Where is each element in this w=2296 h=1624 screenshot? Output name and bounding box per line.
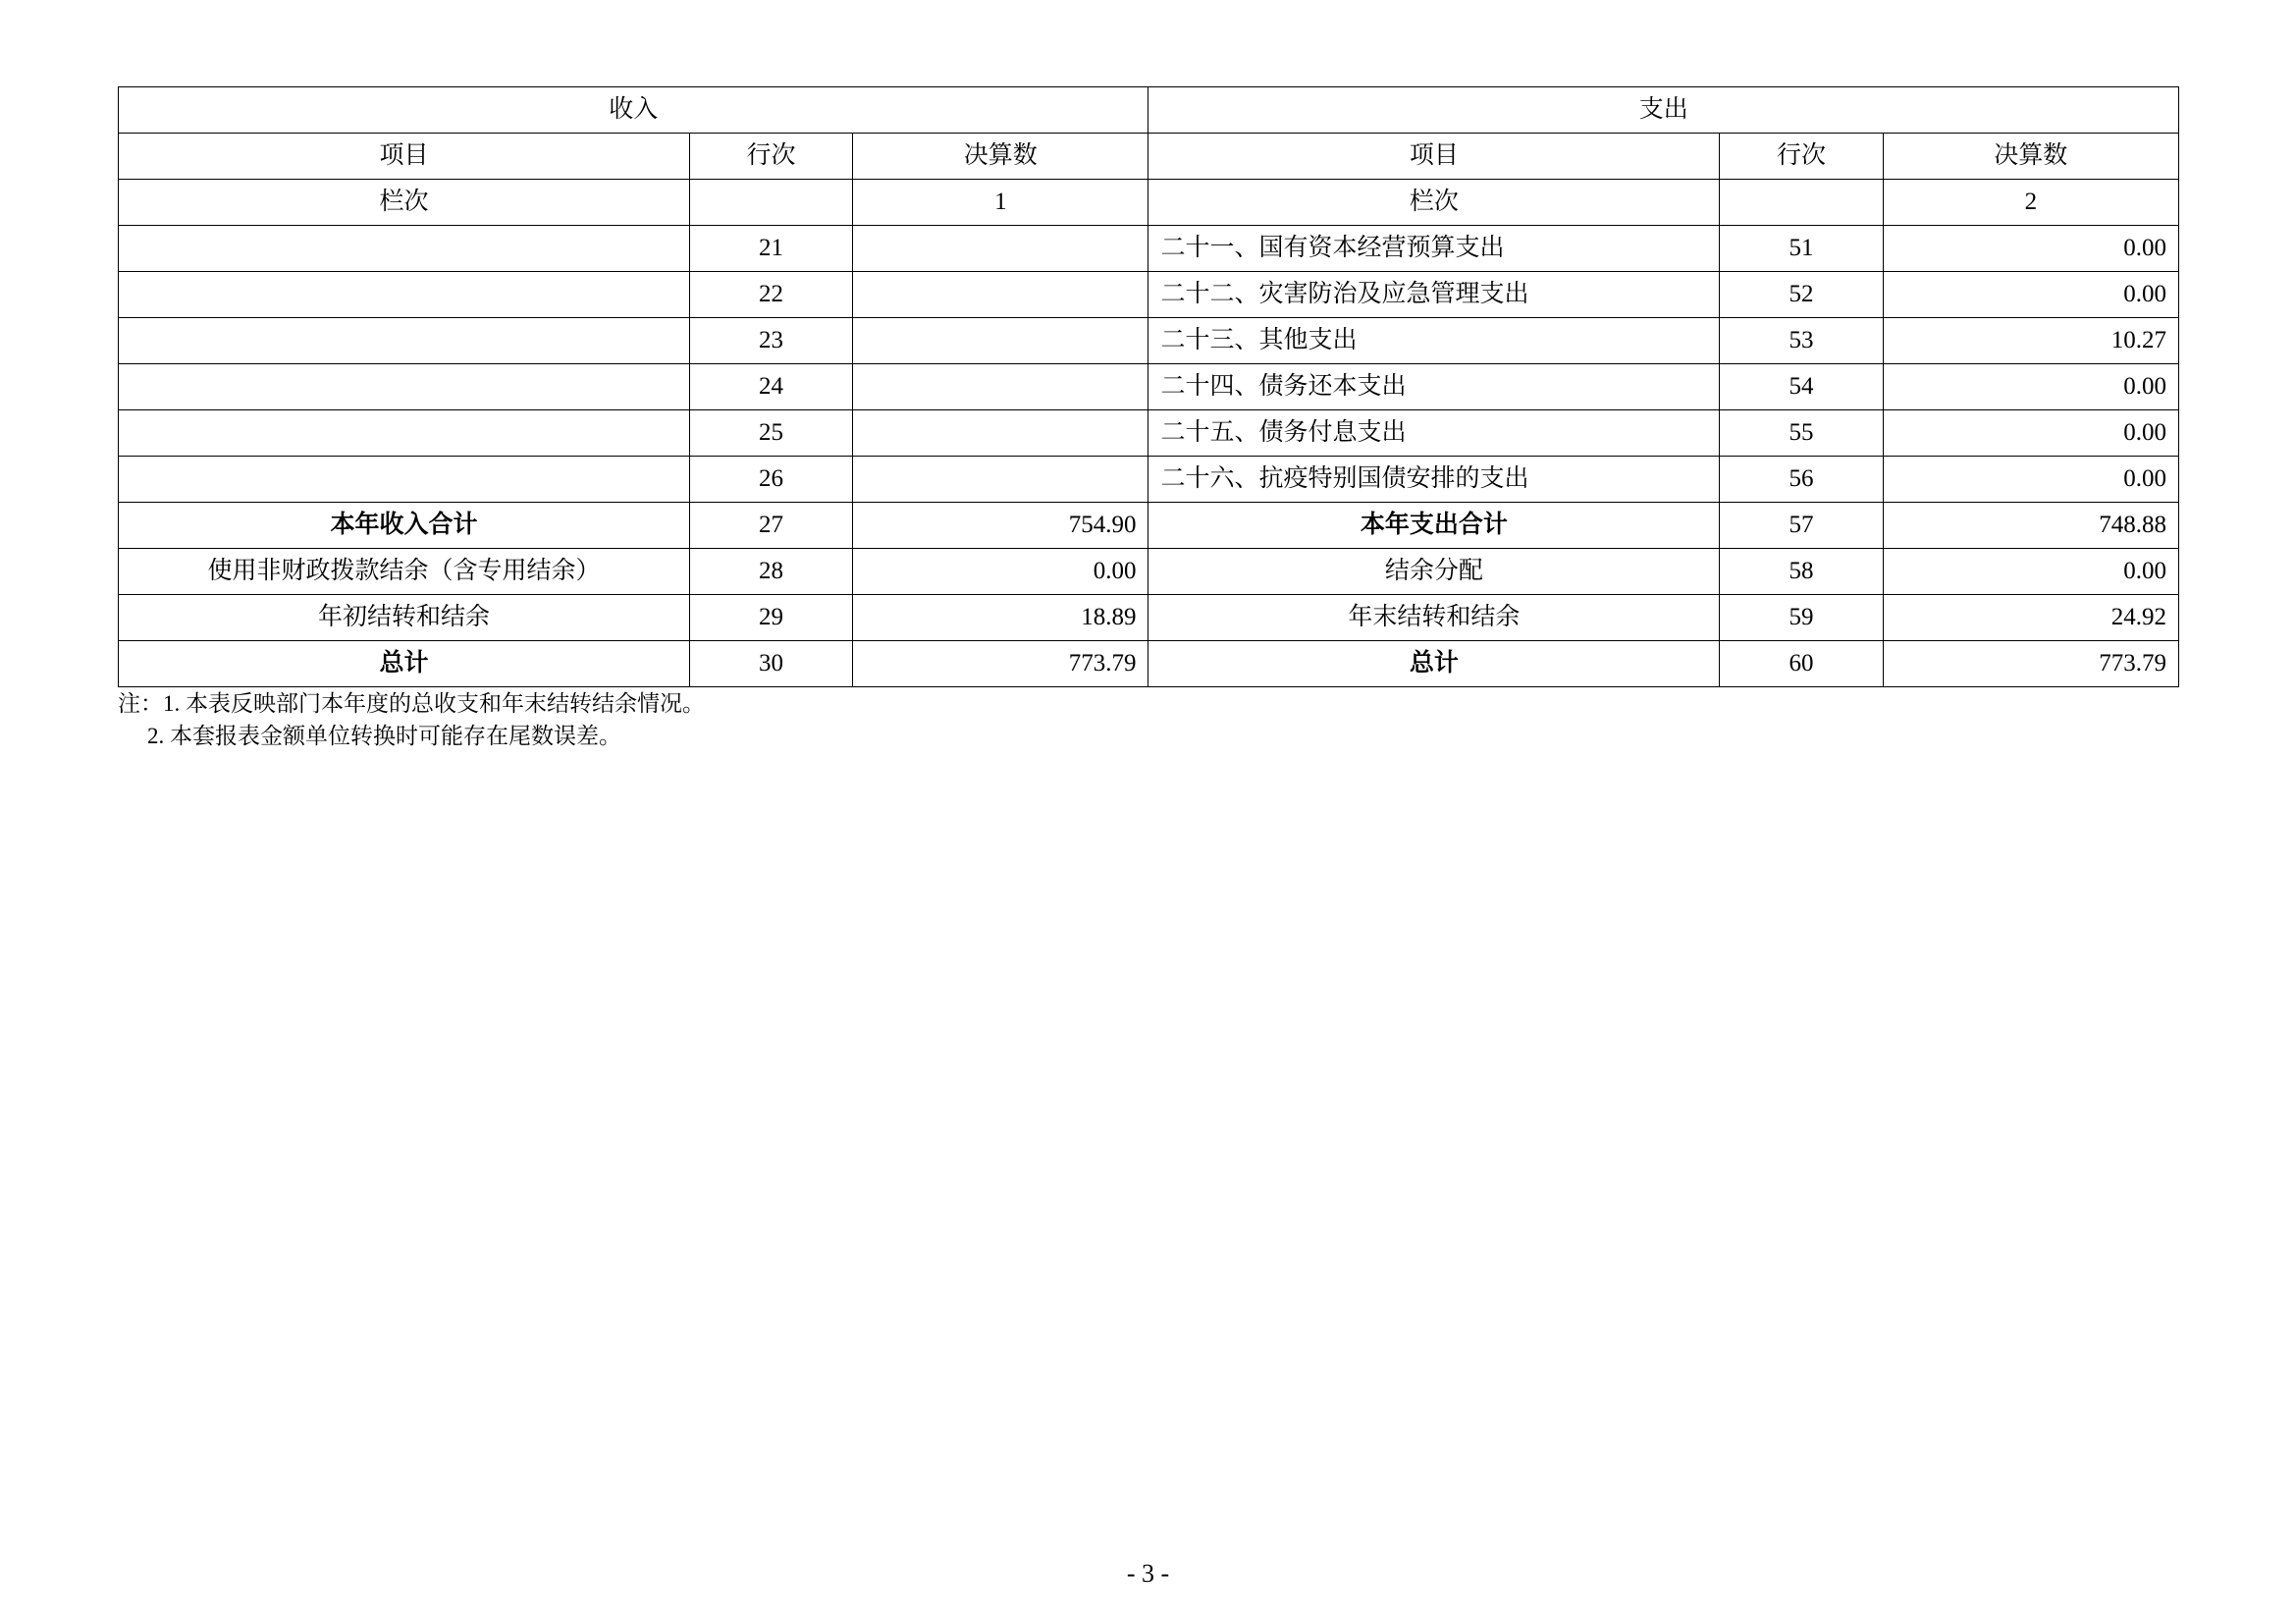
expenditure-value: 0.00 (1883, 272, 2178, 318)
income-line: 26 (689, 457, 852, 503)
income-item (119, 226, 690, 272)
income-line: 24 (689, 364, 852, 410)
income-value (853, 226, 1148, 272)
expenditure-value: 0.00 (1883, 226, 2178, 272)
table-row (119, 272, 2179, 318)
final-accounts-table (118, 86, 2179, 687)
expenditure-line: 58 (1720, 549, 1883, 595)
expenditure-line: 57 (1720, 503, 1883, 549)
table-column-header-row (119, 134, 2179, 180)
header-income-line: 行次 (689, 134, 852, 180)
expenditure-line: 56 (1720, 457, 1883, 503)
table-row (119, 457, 2179, 503)
budget-table-container (118, 86, 2179, 687)
expenditure-value: 0.00 (1883, 457, 2178, 503)
expenditure-line: 53 (1720, 318, 1883, 364)
expenditure-value: 0.00 (1883, 549, 2178, 595)
expenditure-value: 748.88 (1883, 503, 2178, 549)
expenditure-line: 59 (1720, 595, 1883, 641)
income-item (119, 410, 690, 457)
expenditure-value: 0.00 (1883, 410, 2178, 457)
income-line: 29 (689, 595, 852, 641)
header-income-item: 项目 (119, 134, 690, 180)
income-column-index-blank (689, 180, 852, 226)
expenditure-item: 二十六、抗疫特别国债安排的支出 (1148, 457, 1720, 503)
table-row-grand-total (119, 641, 2179, 687)
income-value: 773.79 (853, 641, 1148, 687)
table-row (119, 410, 2179, 457)
income-value (853, 410, 1148, 457)
income-item (119, 272, 690, 318)
income-value (853, 364, 1148, 410)
expenditure-item: 二十四、债务还本支出 (1148, 364, 1720, 410)
expenditure-item: 年末结转和结余 (1148, 595, 1720, 641)
header-expenditure-item: 项目 (1148, 134, 1720, 180)
expenditure-item: 二十一、国有资本经营预算支出 (1148, 226, 1720, 272)
expenditure-column-index-blank (1720, 180, 1883, 226)
table-row (119, 226, 2179, 272)
income-line: 27 (689, 503, 852, 549)
income-item (119, 457, 690, 503)
expenditure-value: 773.79 (1883, 641, 2178, 687)
expenditure-item: 本年支出合计 (1148, 503, 1720, 549)
income-column-index-value: 1 (853, 180, 1148, 226)
expenditure-item: 二十五、债务付息支出 (1148, 410, 1720, 457)
header-income-final: 决算数 (853, 134, 1148, 180)
expenditure-line: 52 (1720, 272, 1883, 318)
expenditure-item: 二十二、灾害防治及应急管理支出 (1148, 272, 1720, 318)
income-value: 754.90 (853, 503, 1148, 549)
note-line-1: 注：1. 本表反映部门本年度的总收支和年末结转结余情况。 (118, 691, 705, 716)
income-item: 总计 (119, 641, 690, 687)
income-item: 使用非财政拨款结余（含专用结余） (119, 549, 690, 595)
expenditure-item: 总计 (1148, 641, 1720, 687)
income-value (853, 272, 1148, 318)
table-row-total-year (119, 503, 2179, 549)
table-column-index-row (119, 180, 2179, 226)
income-value: 18.89 (853, 595, 1148, 641)
income-line: 28 (689, 549, 852, 595)
note-line-2: 2. 本套报表金额单位转换时可能存在尾数误差。 (147, 724, 621, 749)
expenditure-column-index-label: 栏次 (1148, 180, 1720, 226)
income-item: 本年收入合计 (119, 503, 690, 549)
expenditure-value: 0.00 (1883, 364, 2178, 410)
income-item (119, 364, 690, 410)
income-value (853, 318, 1148, 364)
expenditure-item: 二十三、其他支出 (1148, 318, 1720, 364)
table-group-header-row (119, 87, 2179, 134)
income-item: 年初结转和结余 (119, 595, 690, 641)
income-line: 21 (689, 226, 852, 272)
expenditure-column-index-value: 2 (1883, 180, 2178, 226)
expenditure-value: 10.27 (1883, 318, 2178, 364)
expenditure-line: 51 (1720, 226, 1883, 272)
expenditure-line: 55 (1720, 410, 1883, 457)
table-row (119, 318, 2179, 364)
header-expenditure-line: 行次 (1720, 134, 1883, 180)
table-row (119, 364, 2179, 410)
group-header-income: 收入 (119, 87, 1148, 134)
income-item (119, 318, 690, 364)
expenditure-line: 54 (1720, 364, 1883, 410)
page-number: - 3 - (1126, 1559, 1170, 1588)
income-column-index-label: 栏次 (119, 180, 690, 226)
income-line: 25 (689, 410, 852, 457)
income-line: 23 (689, 318, 852, 364)
group-header-expenditure: 支出 (1148, 87, 2179, 134)
income-value (853, 457, 1148, 503)
header-expenditure-final: 决算数 (1883, 134, 2178, 180)
table-notes (118, 687, 705, 753)
table-row (119, 595, 2179, 641)
expenditure-value: 24.92 (1883, 595, 2178, 641)
expenditure-line: 60 (1720, 641, 1883, 687)
income-value: 0.00 (853, 549, 1148, 595)
expenditure-item: 结余分配 (1148, 549, 1720, 595)
income-line: 30 (689, 641, 852, 687)
income-line: 22 (689, 272, 852, 318)
table-row (119, 549, 2179, 595)
